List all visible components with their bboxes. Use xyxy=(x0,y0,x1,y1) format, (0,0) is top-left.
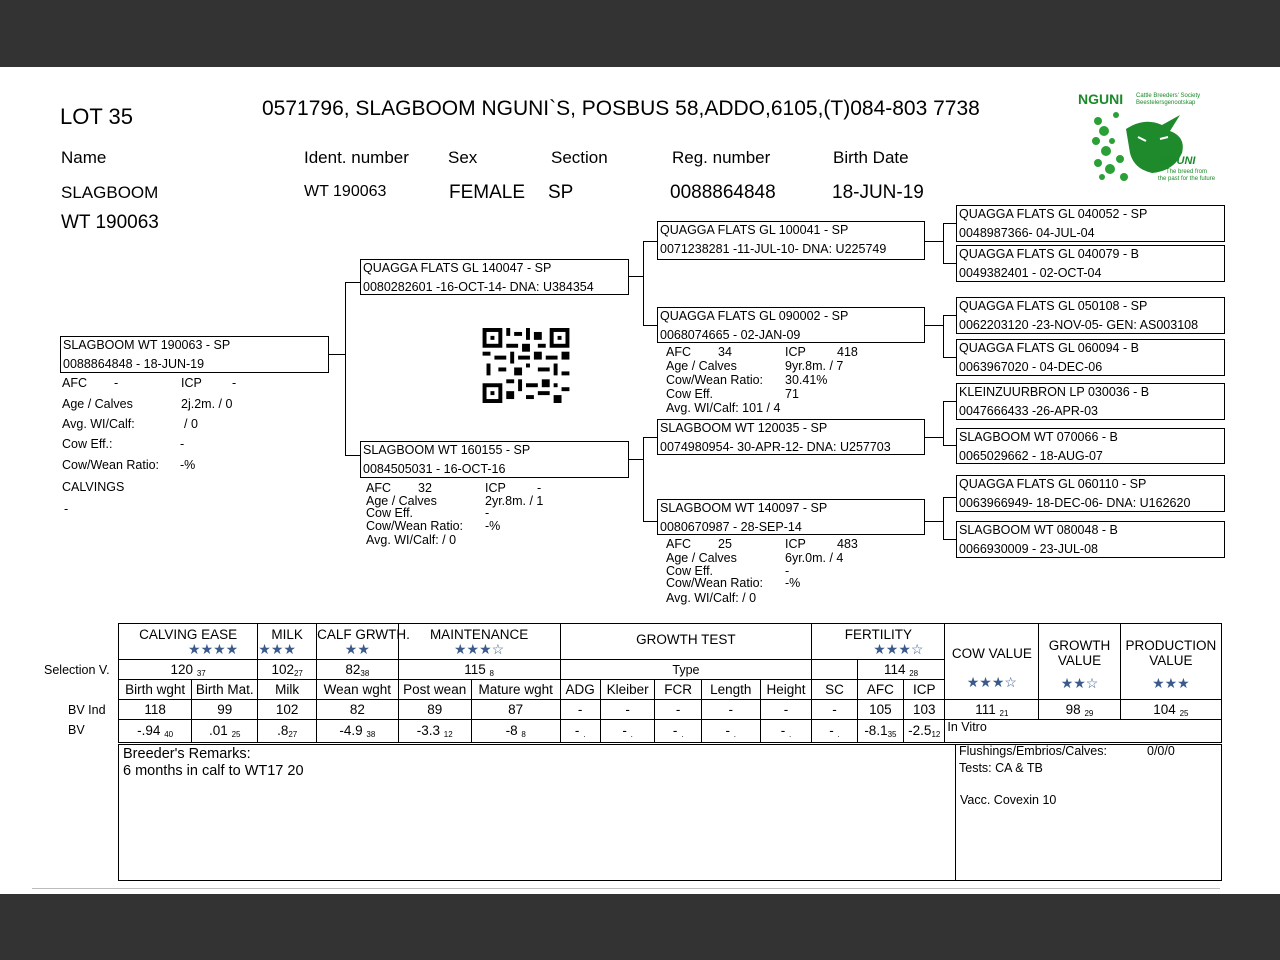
animal-reg: 0088864848 xyxy=(670,182,776,203)
dam-stats: AFC 32 ICP - Age / Calves 2yr.8m. / 1 Cow Eff. - Cow/Wean Ratio: -% Avg. WI/Calf: / 0 xyxy=(366,481,544,547)
tests: Tests: CA & TB xyxy=(959,761,1043,775)
ggp-box-6: SLAGBOOM WT 070066 - B 0065029662 - 18-AUG-07 xyxy=(956,428,1225,464)
header-reg: Reg. number xyxy=(672,148,771,167)
maint-stars: ★★★☆ xyxy=(453,641,505,657)
ggp-box-8: SLAGBOOM WT 080048 - B 0066930009 - 23-JUL-08 xyxy=(956,521,1225,558)
remarks-title: Breeder's Remarks: xyxy=(123,746,251,762)
calving-stars: ★★★★ xyxy=(188,641,239,657)
sire-dam-stats: AFC 34 ICP 418 Age / Calves 9yr.8m. / 7 Cow/Wean Ratio: 30.41% Cow Eff. 71 Avg. WI/Calf: 101 / 4 xyxy=(666,345,858,415)
breeding-values-table: CALVING EASE ★★★★ MILK ★★★ CALF GRWTH. ★★ MAINTENANCE ★★★☆ GROWTH TEST FERTILITY ★★★☆ COW VALUE ★★★☆ GROWTH VALUE ★★☆ PRODUCTION VALUE ★★★ 120 $_{37}$ $102_{27}$ $82_{38}$ 115 $_8$ Type 114 $_{28}$ Birth wght Birth Mat. Milk Wean wght Post wean Mature wght ADG Kleiber FCR Length Height SC AFC ICP 118 99 102 82 89 87 - - - - - - 105 103 111 $_{21}$ 98 $_{29}$ 104 $_{25}$ -.94 $_{40}$ .01 $_{25}$ $.8_{27}$ -4.9 $_{38}$ -3.3 $_{12}$ -8 $_8$ - $_.$ - $_.$ - $_.$ - $_.$ - $_.$ - $_.$ $-8.1_{35}$ $-2.5_{12}$ In Vitro xyxy=(118,623,1222,743)
remarks-box xyxy=(118,744,1222,881)
ggp-box-3: QUAGGA FLATS GL 050108 - SP 0062203120 -23-NOV-05- GEN: AS003108 xyxy=(956,297,1225,334)
ggp-box-4: QUAGGA FLATS GL 060094 - B 0063967020 - 04-DEC-06 xyxy=(956,339,1225,376)
production-value-stars: ★★★ xyxy=(1152,675,1190,691)
header-section: Section xyxy=(551,148,608,167)
breeder-line: 0571796, SLAGBOOM NGUNI`S, POSBUS 58,ADDO,6105,(T)084-803 7738 xyxy=(262,97,980,120)
calf-stars: ★★ xyxy=(344,641,370,657)
growth-value-stars: ★★☆ xyxy=(1060,675,1099,691)
bv-label: BV xyxy=(68,723,85,737)
nguni-logo: NGUNI Cattle Breeders' Society Beestelersgenootskap NGUNI The breed from the past for the future xyxy=(1078,91,1212,197)
animal-birth: 18-JUN-19 xyxy=(832,182,924,203)
header-birth: Birth Date xyxy=(833,148,909,167)
qr-code-icon xyxy=(482,328,570,403)
animal-name: SLAGBOOM xyxy=(61,183,159,202)
trait-header-row: Birth wght Birth Mat. Milk Wean wght Post wean Mature wght ADG Kleiber FCR Length Height SC AFC ICP xyxy=(119,680,1222,700)
sire-dam-box: QUAGGA FLATS GL 090002 - SP 0068074665 - 02-JAN-09 xyxy=(657,307,925,343)
animal-section: SP xyxy=(548,182,574,203)
cow-stars: ★★★☆ xyxy=(966,674,1017,690)
animal-sex: FEMALE xyxy=(449,182,526,203)
pedigree-page xyxy=(0,67,1280,894)
sire-box: QUAGGA FLATS GL 140047 - SP 0080282601 -16-OCT-14- DNA: U384354 xyxy=(360,259,629,295)
header-sex: Sex xyxy=(448,148,478,167)
animal-ident: WT 190063 xyxy=(304,183,387,200)
dam-box: SLAGBOOM WT 160155 - SP 0084505031 - 16-OCT-16 xyxy=(360,441,629,478)
ggp-box-5: KLEINZUURBRON LP 030036 - B 0047666433 -26-APR-03 xyxy=(956,383,1225,420)
subject-stats: AFC - ICP - Age / Calves 2j.2m. / 0 Avg. WI/Calf: / 0 Cow Eff.: - Cow/Wean Ratio: -% CALVINGS - xyxy=(62,376,237,516)
dam-sire-box: SLAGBOOM WT 120035 - SP 0074980954- 30-APR-12- DNA: U257703 xyxy=(657,419,925,455)
milk-stars: ★★★ xyxy=(258,641,296,657)
selection-label: Selection V. xyxy=(44,663,110,677)
ggp-box-2: QUAGGA FLATS GL 040079 - B 0049382401 - 02-OCT-04 xyxy=(956,245,1225,282)
header-name: Name xyxy=(61,148,107,167)
subject-box: SLAGBOOM WT 190063 - SP 0088864848 - 18-JUN-19 xyxy=(60,336,329,373)
header-ident: Ident. number xyxy=(304,148,409,167)
flushings-label: Flushings/Embrios/Calves: xyxy=(959,744,1107,758)
lot-number: LOT 35 xyxy=(60,104,133,129)
fert-stars: ★★★☆ xyxy=(873,641,924,657)
bv-row: -.94 $_{40}$ .01 $_{25}$ $.8_{27}$ -4.9 $_{38}$ -3.3 $_{12}$ -8 $_8$ - $_.$ - $_.$ - $_.$ - $_.$ - $_.$ - $_.$ $-8.1_{35}$ $-2.5_{12}$ In Vitro xyxy=(119,720,1222,743)
bvind-row: 118 99 102 82 89 87 - - - - - - 105 103 111 $_{21}$ 98 $_{29}$ 104 $_{25}$ xyxy=(119,700,1222,720)
flushings-value: 0/0/0 xyxy=(1147,744,1175,758)
dam-dam-stats: AFC 25 ICP 483 Age / Calves 6yr.0m. / 4 Cow Eff. - Cow/Wean Ratio: -% Avg. WI/Calf: / 0 xyxy=(666,537,858,605)
vaccination: Vacc. Covexin 10 xyxy=(960,793,1057,807)
sire-sire-box: QUAGGA FLATS GL 100041 - SP 0071238281 -11-JUL-10- DNA: U225749 xyxy=(657,221,925,260)
dam-dam-box: SLAGBOOM WT 140097 - SP 0080670987 - 28-SEP-14 xyxy=(657,499,925,535)
bvind-label: BV Ind xyxy=(68,703,106,717)
remarks-text: 6 months in calf to WT17 20 xyxy=(123,763,304,779)
ggp-box-1: QUAGGA FLATS GL 040052 - SP 0048987366- 04-JUL-04 xyxy=(956,205,1225,242)
animal-name-2: WT 190063 xyxy=(61,212,159,233)
ggp-box-7: QUAGGA FLATS GL 060110 - SP 0063966949- 18-DEC-06- DNA: U162620 xyxy=(956,475,1225,512)
